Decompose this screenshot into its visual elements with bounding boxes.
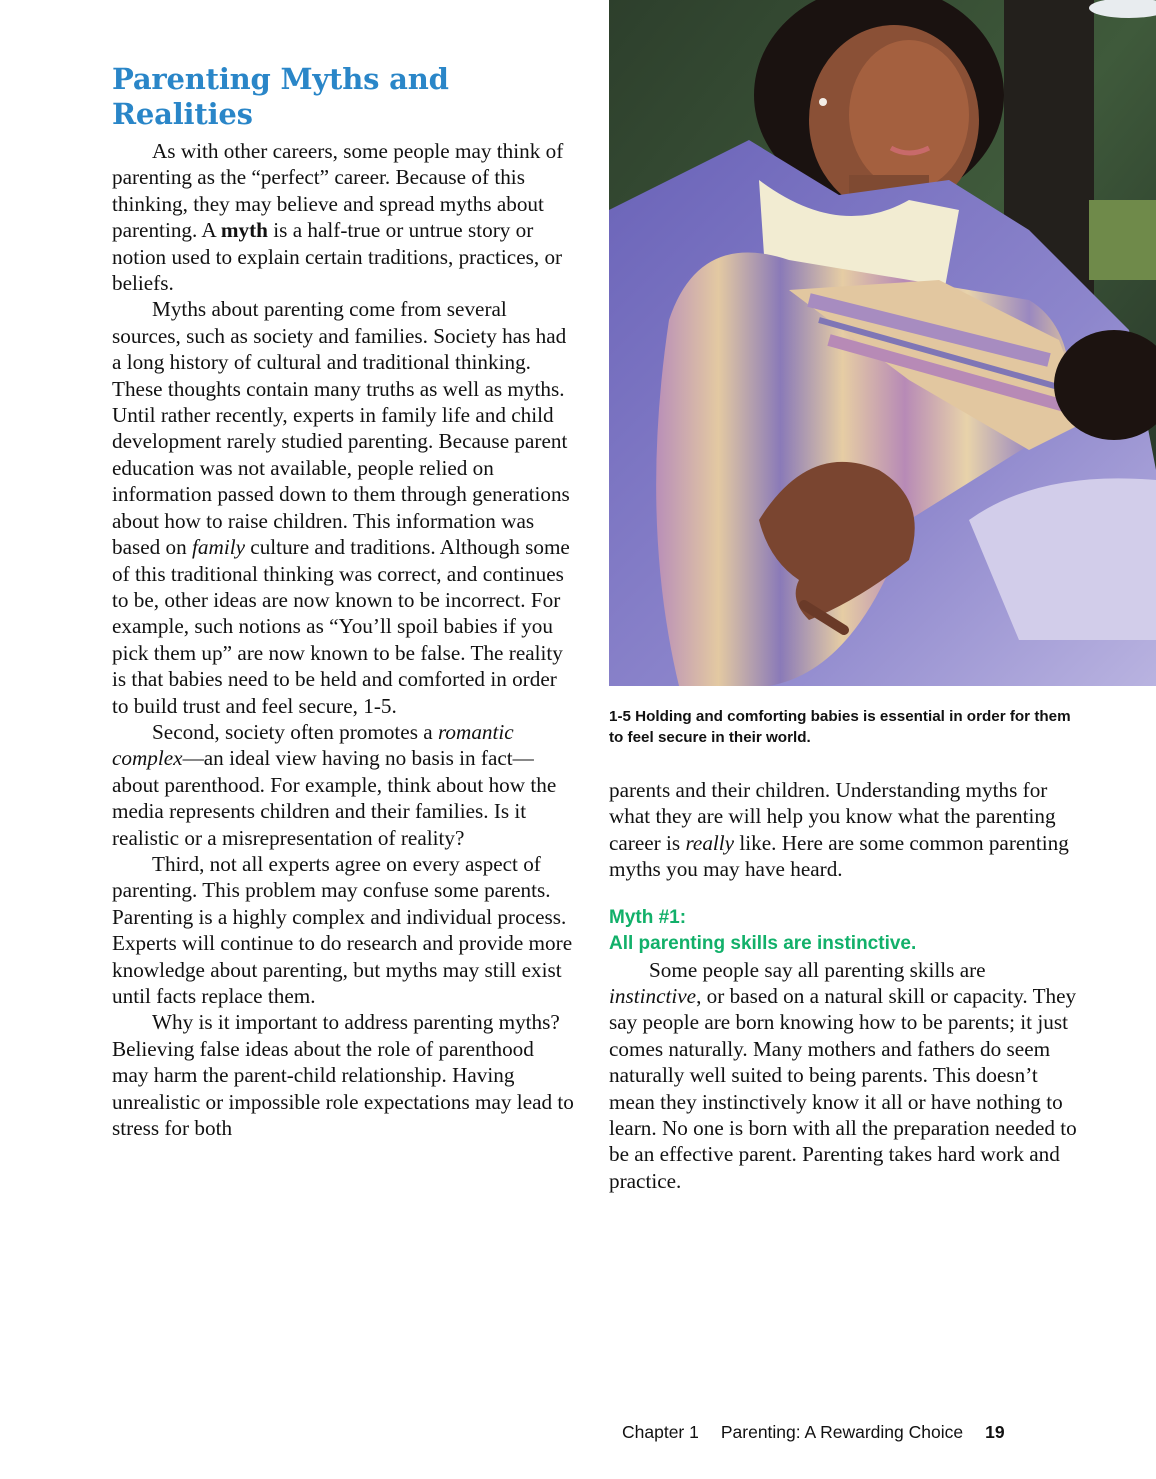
- term-romantic-complex: romantic complex: [112, 719, 514, 771]
- paragraph-why-address-myths: Why is it important to address parenting myths? Believing false ideas about the role of parenthood may harm the parent-child relationship. Having unrealistic or impossible role expectations may lead to stress for both: [112, 1010, 574, 1141]
- footer-chapter: Chapter 1: [622, 1422, 699, 1442]
- figure-photo-mother-baby-sling: [609, 0, 1156, 686]
- term-myth: myth: [220, 218, 268, 243]
- photo-illustration: [609, 0, 1156, 686]
- section-heading: Parenting Myths and Realities: [112, 62, 449, 131]
- figure-caption: 1-5 Holding and comforting babies is essential in order for them to feel secure in their world.: [609, 708, 1071, 746]
- page-number: 19: [985, 1422, 1005, 1442]
- myth-1-number: Myth #1:: [609, 906, 687, 928]
- paragraph-experts-disagree: Third, not all experts agree on every aspect of parenting. This problem may confuse some parents. Parenting is a highly complex and individual process. Experts will continue to do research and provide more knowledge about parenting, but myths may still exist until facts replace them.: [112, 851, 573, 1008]
- paragraph-myth-definition: As with other careers, some people may think of parenting as the “perfect” career. Because of this thinking, they may believe and spread myths about parenting. A myth is a half-true or untrue story or notion used to explain certain traditions, practices, or beliefs.: [112, 139, 564, 296]
- paragraph-myth-sources: Myths about parenting come from several sources, such as society and families. Society has had a long history of cultural and traditional thinking. These thoughts contain many truths as well as myths. Until rather recently, experts in family life and child development rarely studied parenting. Because parent education was not available, people relied on information passed down to them through generations about how to raise children. This information was based on family culture and traditions. Although some of this traditional thinking was correct, and continues to be, other ideas are now known to be incorrect. For example, such notions as “You’ll spoil babies if you pick them up” are now known to be false. The reality is that babies need to be held and comforted in order to build trust and feel secure, 1-5.: [112, 297, 570, 718]
- paragraph-romantic-complex: Second, society often promotes a romantic complex—an ideal view having no basis in fact—about parenthood. For example, think about how the media represents children and their families. Is it realistic or a misrepresentation of reality?: [112, 719, 557, 850]
- left-column: [112, 62, 574, 1141]
- footer-chapter-title: Parenting: A Rewarding Choice: [720, 1422, 964, 1442]
- page-footer: [622, 1422, 1005, 1443]
- term-instinctive: instinctive: [609, 984, 697, 1009]
- myth-1-heading: [609, 905, 1079, 957]
- paragraph-understanding-myths: parents and their children. Understanding myths for what they are will help you know what the parenting career is really like. Here are some common parenting myths you may have heard.: [609, 778, 1069, 882]
- paragraph-instinctive: Some people say all parenting skills are instinctive, or based on a natural skill or capacity. They say people are born knowing how to be parents; it just comes naturally. Many mothers and fathers do seem naturally well suited to being parents. This doesn’t mean they instinctively know it all or have nothing to learn. No one is born with all the preparation needed to be an effective parent. Parenting takes hard work and practice.: [609, 957, 1077, 1193]
- myth-1-title: All parenting skills are instinctive.: [609, 932, 917, 954]
- right-column: [609, 777, 1079, 1194]
